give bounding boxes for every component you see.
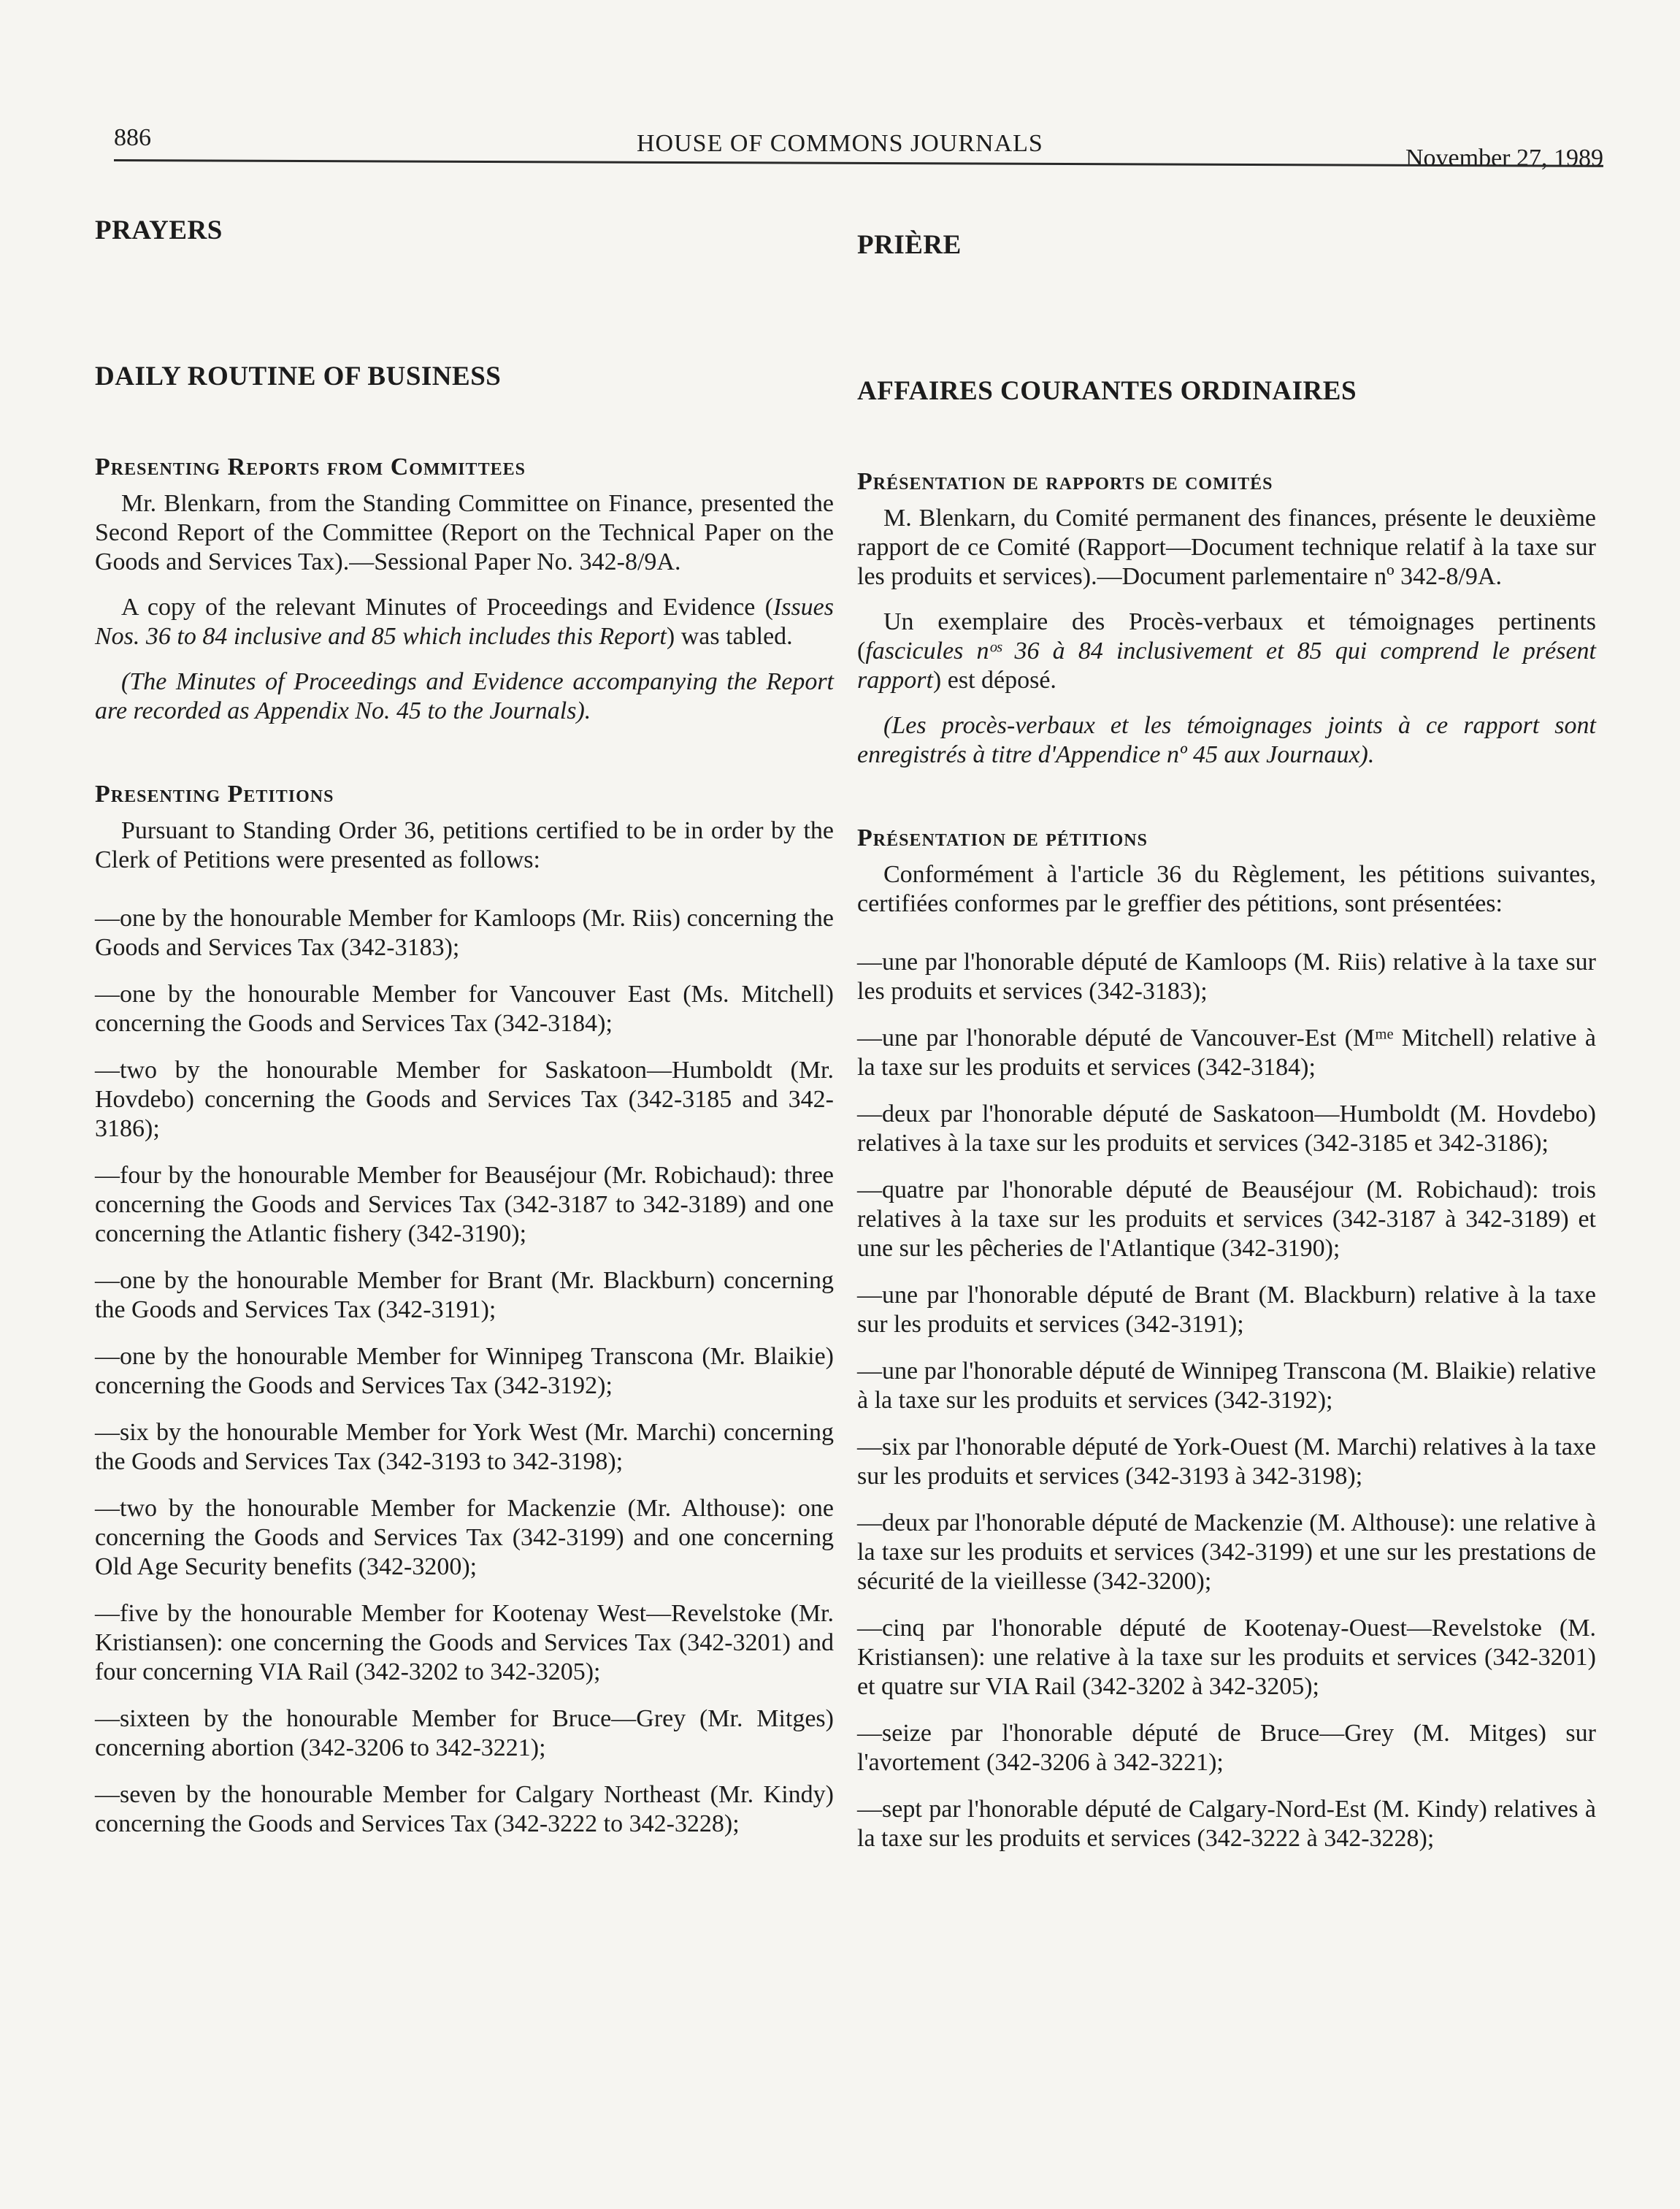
report-paragraph: Mr. Blenkarn, from the Standing Committee on Finance, presented the Second Report of the Committee (Report on the Technical Paper on the Goods and Services Tax).—Sessional Paper No. 342-8/9A. [95, 490, 834, 575]
petition-item-fr: —six par l'honorable député de York-Ouest (M. Marchi) relatives à la taxe sur les produits et services (342-3193 à 342-3198); [857, 1433, 1596, 1490]
minutes-text-end-fr: ) est déposé. [932, 667, 1056, 694]
petition-item: —one by the honourable Member for Winnipeg Transcona (Mr. Blaikie) concerning the Goods and Services Tax (342-3192); [95, 1343, 834, 1399]
header-rule [114, 159, 1603, 167]
minutes-text-start: A copy of the relevant Minutes of Proceedings and Evidence ( [121, 594, 773, 621]
petition-item: —five by the honourable Member for Kootenay West—Revelstoke (Mr. Kristiansen): one concerning the Goods and Services Tax (342-3201) and four concerning VIA Rail (342-3202 to 342-3205); [95, 1600, 834, 1685]
petitions-list-fr [857, 948, 1596, 1853]
petition-item-fr: —une par l'honorable député de Vancouver-Est (Mᵐᵉ Mitchell) relative à la taxe sur les produits et services (342-3184); [857, 1025, 1596, 1081]
prayers-heading: PRAYERS [95, 215, 223, 245]
petition-item: —sixteen by the honourable Member for Bruce—Grey (Mr. Mitges) concerning abortion (342-3206 to 342-3221); [95, 1705, 834, 1761]
petition-item-fr: —une par l'honorable député de Brant (M. Blackburn) relative à la taxe sur les produits et services (342-3191); [857, 1282, 1596, 1338]
petition-item: —six by the honourable Member for York West (Mr. Marchi) concerning the Goods and Services Tax (342-3193 to 342-3198); [95, 1419, 834, 1475]
page-number: 886 [114, 124, 151, 151]
petition-item: —one by the honourable Member for Vancouver East (Ms. Mitchell) concerning the Goods and Services Tax (342-3184); [95, 981, 834, 1037]
petition-item: —seven by the honourable Member for Calgary Northeast (Mr. Kindy) concerning the Goods and Services Tax (342-3222 to 342-3228); [95, 1781, 834, 1837]
page-header [114, 117, 1603, 175]
minutes-paragraph-fr [857, 608, 1596, 695]
petition-item-fr: —deux par l'honorable député de Mackenzie (M. Althouse): une relative à la taxe sur les produits et services (342-3199) et une sur les prestations de sécurité de la vieillesse (342-3200); [857, 1509, 1596, 1595]
petition-item: —one by the honourable Member for Brant (Mr. Blackburn) concerning the Goods and Services Tax (342-3191); [95, 1267, 834, 1323]
reports-heading: Presenting Reports from Committees [95, 453, 526, 481]
appendix-paragraph: (The Minutes of Proceedings and Evidence accompanying the Report are recorded as Appendix No. 45 to the Journals). [95, 668, 834, 724]
french-column [857, 231, 1596, 1871]
english-column [95, 216, 834, 1856]
minutes-text-start-fr: Un exemplaire des Procès-verbaux et témoignages pertinents ( [857, 608, 1596, 665]
minutes-text-end: ) was tabled. [666, 623, 793, 650]
routine-heading-fr: AFFAIRES COURANTES ORDINAIRES [857, 376, 1357, 406]
petition-item: —two by the honourable Member for Saskatoon—Humboldt (Mr. Hovdebo) concerning the Goods and Services Tax (342-3185 and 342-3186); [95, 1057, 834, 1142]
petition-item-fr: —quatre par l'honorable député de Beauséjour (M. Robichaud): trois relatives à la taxe sur les produits et services (342-3187 à 342-3189) et une sur les pêcheries de l'Atlantique (342-3190); [857, 1176, 1596, 1262]
petition-item-fr: —sept par l'honorable député de Calgary-Nord-Est (M. Kindy) relatives à la taxe sur les produits et services (342-3222 à 342-3228); [857, 1796, 1596, 1852]
routine-heading: DAILY ROUTINE OF BUSINESS [95, 361, 502, 391]
petitions-list [95, 904, 834, 1839]
petitions-intro-fr: Conformément à l'article 36 du Règlement, les pétitions suivantes, certifiées conformes par le greffier des pétitions, sont présentées: [857, 861, 1596, 917]
prayers-heading-fr: PRIÈRE [857, 230, 962, 260]
minutes-text-italic: Issues Nos. 36 to 84 inclusive and 85 which includes this Report [95, 594, 834, 650]
petition-item-fr: —seize par l'honorable député de Bruce—Grey (M. Mitges) sur l'avortement (342-3206 à 342-3221); [857, 1720, 1596, 1776]
petition-item-fr: —une par l'honorable député de Winnipeg Transcona (M. Blaikie) relative à la taxe sur les produits et services (342-3192); [857, 1358, 1596, 1414]
petitions-heading-fr: Présentation de pétitions [857, 824, 1148, 851]
petition-item: —one by the honourable Member for Kamloops (Mr. Riis) concerning the Goods and Services Tax (342-3183); [95, 905, 834, 961]
minutes-text-italic-fr: fascicules nᵒˢ 36 à 84 inclusivement et 85 qui comprend le présent rapport [857, 638, 1596, 694]
petitions-heading: Presenting Petitions [95, 781, 334, 808]
petition-item-fr: —cinq par l'honorable député de Kootenay-Ouest—Revelstoke (M. Kristiansen): une relative à la taxe sur les produits et services (342-3201) et quatre sur VIA Rail (342-3202 à 342-3205); [857, 1615, 1596, 1700]
petition-item-fr: —deux par l'honorable député de Saskatoon—Humboldt (M. Hovdebo) relatives à la taxe sur les produits et services (342-3185 et 342-3186); [857, 1100, 1596, 1157]
appendix-paragraph-fr: (Les procès-verbaux et les témoignages joints à ce rapport sont enregistrés à titre d'Appendice nº 45 aux Journaux). [857, 712, 1596, 768]
minutes-paragraph [95, 593, 834, 651]
report-paragraph-fr: M. Blenkarn, du Comité permanent des finances, présente le deuxième rapport de ce Comité (Rapport—Document technique relatif à la taxe sur les produits et services).—Document parlementaire nº 342-8/9A. [857, 505, 1596, 590]
reports-heading-fr: Présentation de rapports de comités [857, 468, 1273, 495]
header-date: November 27, 1989 [1405, 145, 1603, 172]
petition-item: —four by the honourable Member for Beauséjour (Mr. Robichaud): three concerning the Goods and Services Tax (342-3187 to 342-3189) and one concerning the Atlantic fishery (342-3190); [95, 1162, 834, 1247]
running-title: HOUSE OF COMMONS JOURNALS [637, 130, 1043, 157]
petitions-intro: Pursuant to Standing Order 36, petitions certified to be in order by the Clerk of Petitions were presented as follows: [95, 817, 834, 873]
petition-item: —two by the honourable Member for Mackenzie (Mr. Althouse): one concerning the Goods and Services Tax (342-3199) and one concerning Old Age Security benefits (342-3200); [95, 1495, 834, 1580]
petition-item-fr: —une par l'honorable député de Kamloops (M. Riis) relative à la taxe sur les produits et services (342-3183); [857, 949, 1596, 1005]
